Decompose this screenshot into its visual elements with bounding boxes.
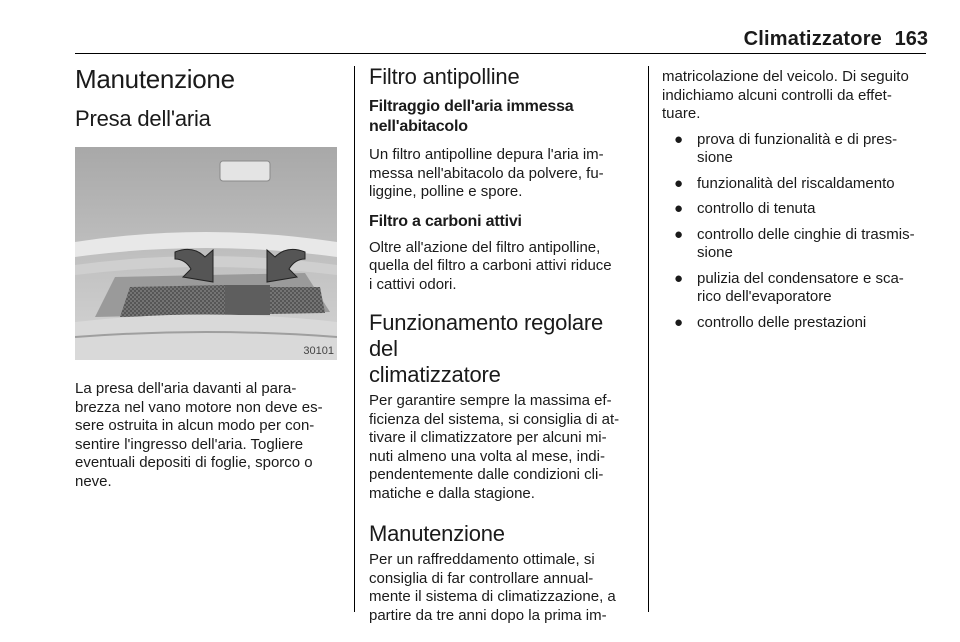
text-line: rico dell'evaporatore [697,288,832,305]
section-heading-manutenzione: Manutenzione [75,64,235,94]
text-line: Per garantire sempre la massima ef- [369,392,612,409]
text-line: tuare. [662,105,701,122]
text-line: sione [697,244,733,261]
text-line: partire da tre anni dopo la prima im- [369,606,607,624]
text-line: mente il sistema di climatizzazione, a [369,588,616,605]
text-line: sere ostruita in alcun modo per con- [75,417,315,434]
bullet-icon: ● [674,313,684,331]
text-line: controllo delle cinghie di trasmis- [697,225,915,243]
heading-filtro-antipolline: Filtro antipolline [369,64,520,89]
column-1 [75,64,341,491]
text-line: brezza nel vano motore non deve es- [75,398,323,416]
text-line: messa nell'abitacolo da polvere, fu- [369,164,604,182]
bullet-icon: ● [674,130,684,148]
text-line: pulizia del condensatore e sca- [697,269,904,287]
intake-paragraph [75,380,341,491]
running-header-title: Climatizzatore [743,28,882,50]
column-divider-left [354,66,355,612]
text-line: funzionalità del riscaldamento [697,174,895,192]
figure-number: 30101 [303,345,334,357]
text-line: controllo delle prestazioni [697,313,867,331]
text-line: sione [697,149,733,166]
heading-manutenzione: Manutenzione [369,521,505,546]
checks-list [662,131,928,333]
heading-funzionamento [369,310,635,388]
heading-line: Funzionamento regolare del [369,310,604,361]
list-item [662,200,928,219]
carbon-paragraph [369,239,635,295]
text-line: neve. [75,472,112,490]
bullet-icon: ● [674,269,684,287]
text-line: pendentemente dalle condizioni cli- [369,466,604,483]
text-line: ficienza del sistema, si consiglia di at- [369,410,620,428]
text-line: La presa dell'aria davanti al para- [75,380,297,397]
text-line: Oltre all'azione del filtro antipolline, [369,238,601,256]
bullet-icon: ● [674,174,684,192]
text-line: controllo di tenuta [697,200,816,217]
subheading-presa-aria: Presa dell'aria [75,106,211,131]
list-item [662,226,928,263]
text-line: tivare il climatizzatore per alcuni mi- [369,429,607,446]
column-3 [662,64,928,332]
page-number: 163 [894,28,928,50]
column-divider-right [648,66,649,612]
bullet-icon: ● [674,200,684,217]
text-line: indichiamo alcuni controlli da effet- [662,86,892,104]
text-line: Per un raffreddamento ottimale, si [369,551,595,568]
list-item [662,175,928,194]
text-line: liggine, polline e spore. [369,183,523,200]
text-line: matricolazione del veicolo. Di seguito [662,68,909,85]
column-2 [369,64,635,625]
text-line: nuti almeno una volta al mese, indi- [369,447,605,465]
text-line: prova di funzionalità e di pres- [697,130,898,148]
list-item [662,270,928,307]
text-line: eventuali depositi di foglie, sporco o [75,454,313,471]
text-line: sentire l'ingresso dell'aria. Togliere [75,435,304,453]
list-item [662,314,928,333]
heading-line: climatizzatore [369,362,501,387]
subheading-filtraggio [369,97,635,137]
air-intake-illustration [75,147,337,360]
subheading-carboni-attivi: Filtro a carboni attivi [369,212,522,230]
operation-paragraph [369,392,635,503]
subheading-line: nell'abitacolo [369,118,468,135]
text-line: matiche e dalla stagione. [369,484,535,502]
text-line: consiglia di far controllare annual- [369,569,594,587]
maintenance-paragraph [369,551,635,625]
text-line: quella del filtro a carboni attivi riduce [369,257,612,274]
subheading-line: Filtraggio dell'aria immessa [369,98,574,115]
air-intake-drawing [75,147,337,360]
filter-paragraph [369,146,635,202]
bullet-icon: ● [674,225,684,243]
text-line: i cattivi odori. [369,275,457,293]
continued-paragraph [662,68,928,124]
text-line: Un filtro antipolline depura l'aria im- [369,146,604,163]
header-rule [75,53,926,54]
list-item [662,131,928,168]
